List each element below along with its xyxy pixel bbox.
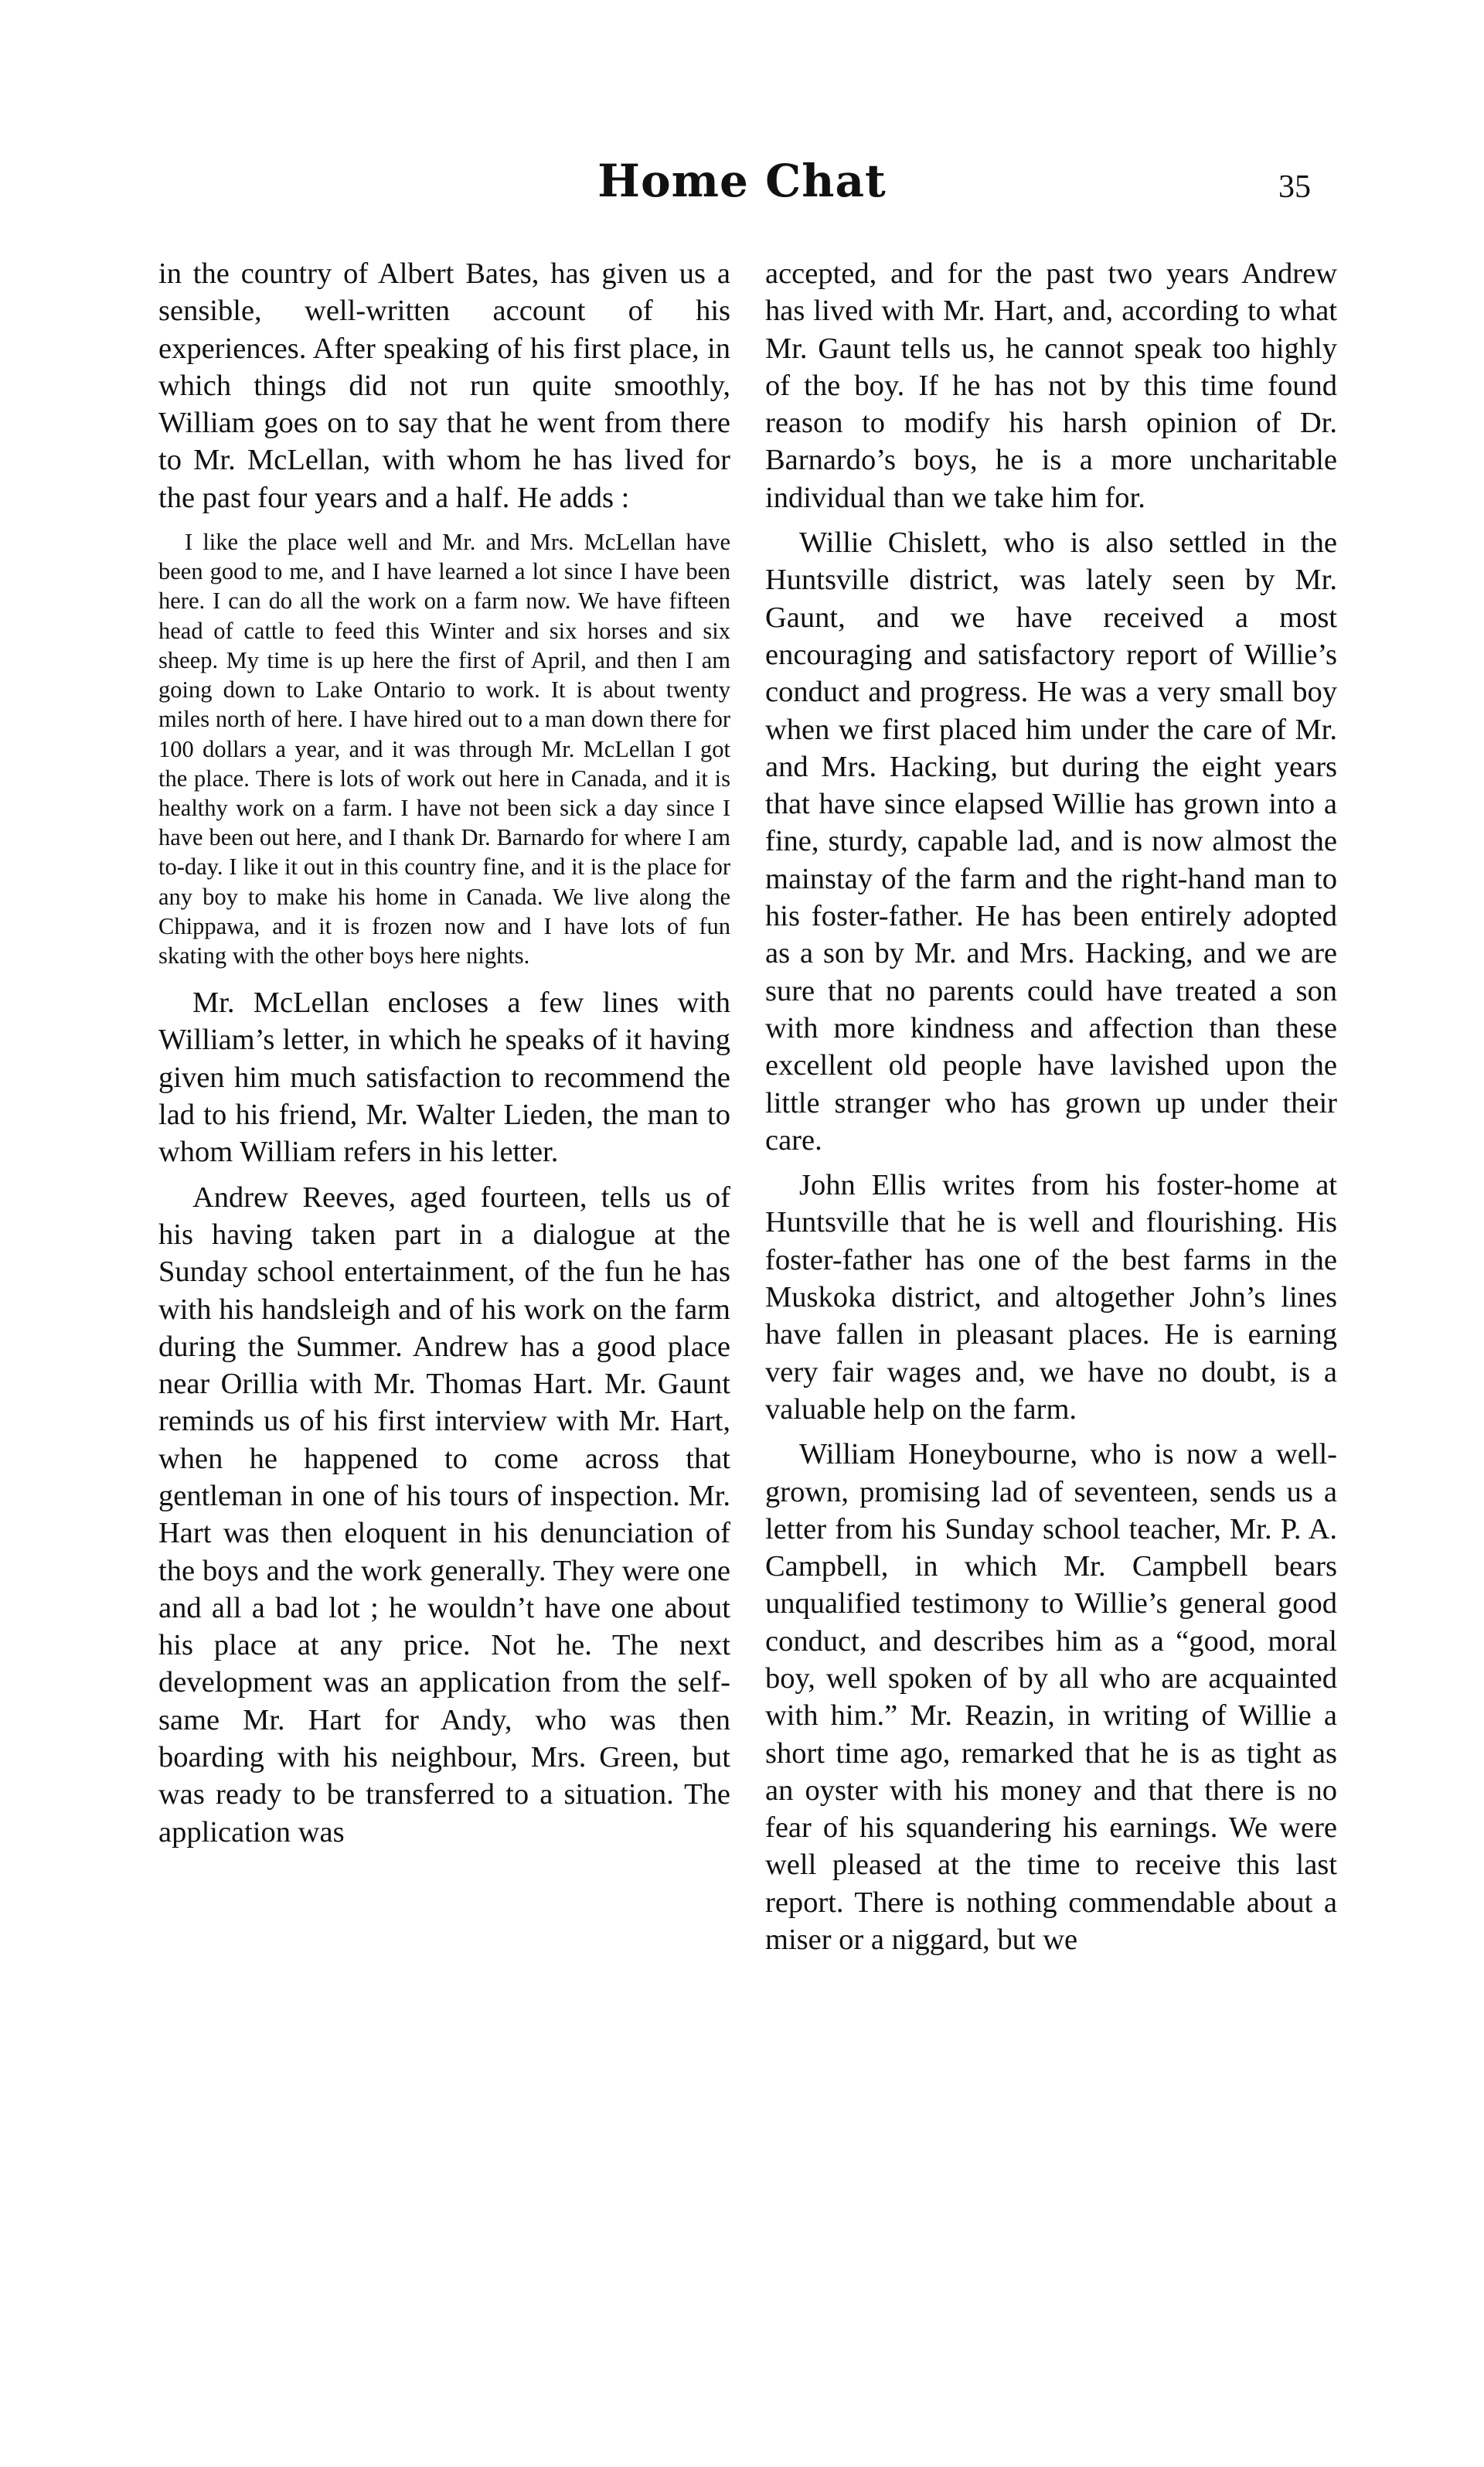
page-title: Home Chat (597, 155, 887, 207)
page-number: 35 (1278, 169, 1311, 205)
right-column (765, 255, 1337, 1966)
paragraph: William Honeybourne, who is now a well-grown, promising lad of seventeen, sends us a letter from his Sunday school teacher, Mr. P. A. Campbell, in which Mr. Campbell bears unqualified testimony to Willie’s general good conduct, and describes him as a “good, moral boy, well spoken of by all who are acquainted with him.” Mr. Reazin, in writing of Willie a short time ago, remarked that he is as tight as an oyster with his money and that there is no fear of his squandering his earnings. We were well pleased at the time to receive this last report. There is nothing commendable about a miser or a niggard, but we (765, 1438, 1337, 1957)
paragraph: Andrew Reeves, aged fourteen, tells us of his having taken part in a dialogue at the Sunday school entertainment, of the fun he has with his handsleigh and of his work on the farm during the Summer. Andrew has a good place near Orillia with Mr. Thomas Hart. Mr. Gaunt reminds us of his first interview with Mr. Hart, when he happened to come across that gentleman in one of his tours of inspection. Mr. Hart was then eloquent in his denunciation of the boys and the work generally. They were one and all a bad lot ; he wouldn’t have one about his place at any price. Not he. The next development was an application from the self-same Mr. Hart for Andy, who was then boarding with his neighbour, Mrs. Green, but was ready to be transferred to a situation. The application was (158, 1181, 730, 1849)
quoted-letter: I like the place well and Mr. and Mrs. McLellan have been good to me, and I have learned a lot since I have been here. I can do all the work on a farm now. We have fifteen head of cattle to feed this Winter and six horses and six sheep. My time is up here the first of April, and then I am going down to Lake Ontario to work. It is about twenty miles north of here. I have hired out to a man down there for 100 dollars a year, and it was through Mr. McLellan I got the place. There is lots of work out here in Canada, and it is healthy work on a farm. I have not been sick a day since I have been out here, and I thank Dr. Barnardo for where I am to-day. I like it out in this country fine, and it is the place for any boy to make his home in Canada. We live along the Chippawa, and it is frozen now and I have lots of fun skating with the other boys here nights. (158, 529, 730, 969)
paragraph: in the country of Albert Bates, has given us a sensible, well-written account of his experiences. After speaking of his first place, in which things did not run quite smoothly, William goes on to say that he went from there to Mr. McLellan, with whom he has lived for the past four years and a half. He adds : (158, 257, 730, 514)
left-column (158, 255, 730, 1859)
paragraph: Mr. McLellan encloses a few lines with William’s letter, in which he speaks of it having given him much satisfaction to recommend the lad to his friend, Mr. Walter Lieden, the man to whom William refers in his letter. (158, 986, 730, 1169)
paragraph: John Ellis writes from his foster-home at Huntsville that he is well and flourishing. His foster-father has one of the best farms in the Muskoka district, and altogether John’s lines have fallen in pleasant places. He is earning very fair wages and, we have no doubt, is a valuable help on the farm. (765, 1169, 1337, 1426)
paragraph: accepted, and for the past two years Andrew has lived with Mr. Hart, and, according to what Mr. Gaunt tells us, he cannot speak too highly of the boy. If he has not by this time found reason to modify his harsh opinion of Dr. Barnardo’s boys, he is a more uncharitable individual than we take him for. (765, 257, 1337, 514)
paragraph: Willie Chislett, who is also settled in the Huntsville district, was lately seen by Mr. Gaunt, and we have received a most encouraging and satisfactory report of Willie’s conduct and progress. He was a very small boy when we first placed him under the care of Mr. and Mrs. Hacking, but during the eight years that have since elapsed Willie has grown into a fine, sturdy, capable lad, and is now almost the mainstay of the farm and the right-hand man to his foster-father. He has been entirely adopted as a son by Mr. and Mrs. Hacking, and we are sure that no parents could have treated a son with more kindness and affection than these excellent old people have lavished upon the little stranger who has grown up under their care. (765, 526, 1337, 1157)
page-header (0, 155, 1484, 224)
